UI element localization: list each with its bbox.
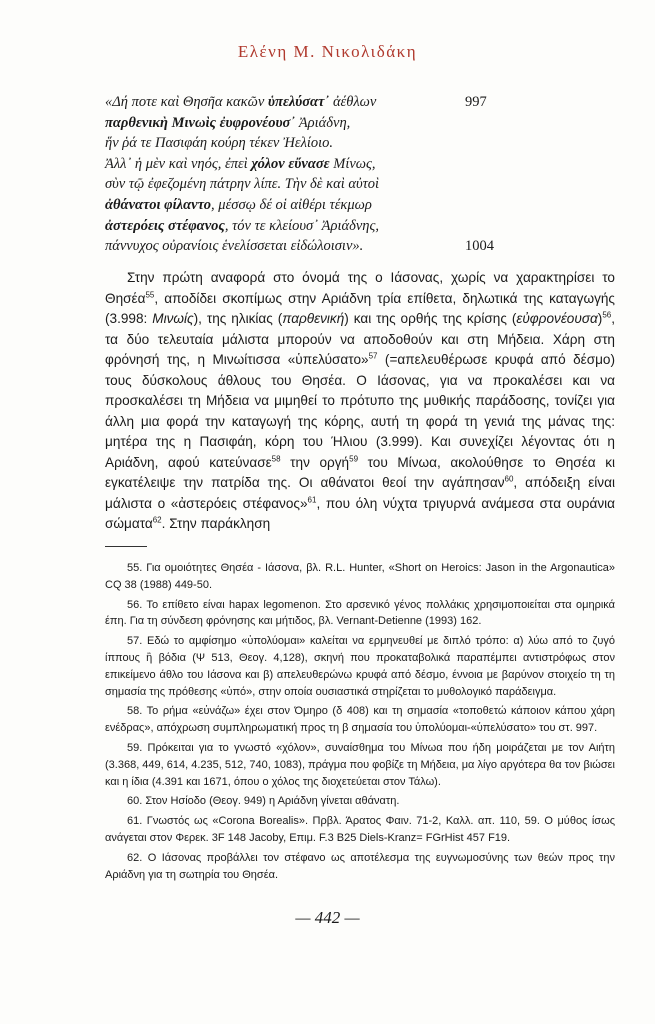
poem-bold-text: χόλον εὔνασε bbox=[251, 155, 330, 172]
footnote: 59. Πρόκειται για το γνωστό «χόλον», συναίσθημα του Μίνωα που ήδη μοιράζεται με τον Αιήτη (3.368, 449, 614, 4.235, 512, 740, 1083), πράγμα που φοβίζε τη Μήδεια, μα λίγο αργότερα θα τον βιώσει και η ίδια (4.391 και 1671, όπου ο χόλος της διοχετεύεται στον Τάλω). bbox=[105, 741, 615, 788]
poem-text: , μέσσῳ δέ οἱ αἰθέρι τέκμωρ bbox=[211, 196, 372, 213]
poem-line bbox=[105, 154, 535, 175]
poem-text: σὺν τῷ ἐφεζομένη πάτρην λίπε. Τὴν δὲ καὶ αὐτοὶ bbox=[105, 176, 380, 193]
poem-text: ἀέθλων bbox=[329, 94, 377, 110]
text-run: , που όλη νύχτα τριγυρνά ανάμεσα στα ουράνια σώματα bbox=[105, 495, 615, 531]
poem-line bbox=[105, 216, 535, 237]
text-run: , απόδειξη είναι μάλιστα ο «ἀστερόεις στέφανος» bbox=[105, 475, 615, 511]
italic-term: εὐφρονέουσα bbox=[516, 311, 598, 326]
text-run: , αποδίδει σκοπίμως στην Αριάδνη τρία επίθετα, δηλωτικά της καταγωγής (3.998: bbox=[105, 290, 615, 326]
poem-text: πάννυχος οὐρανίοις ἑνελίσσεται εἰδώλοισιν». bbox=[105, 238, 364, 255]
poem-bold-text: παρθενικὴ Μινωὶς ἐυφρονέουσ᾽ bbox=[105, 114, 296, 131]
footnote-ref[interactable]: 59 bbox=[349, 453, 359, 463]
footnote-ref[interactable]: 55 bbox=[145, 289, 155, 299]
poem-text: ἥν ῥά τε Πασιφάη κούρη τέκεν Ἠελίοιο. bbox=[105, 135, 334, 152]
body-paragraph bbox=[105, 268, 615, 535]
running-header-author: Ελένη Μ. Νικολιδάκη bbox=[237, 42, 418, 61]
poem-text: Μίνως, bbox=[329, 155, 376, 172]
poem-text: , τόν τε κλείουσ᾽ Ἀριάδνης, bbox=[224, 217, 379, 234]
text-run: (=απελευθέρωσε κρυφά από δέσμο) τους δύσκολους άθλους του Θησέα. Ο Ιάσονας, για να προκαλέσει και να προσκαλέσει τη Μήδεια να μιμηθεί το πρότυπο της μυθικής παράδοσης, τονίζει για άλλη μια φορά την καταγωγή της κόρης, αυτή τη φορά τη γενιά της μάνας της: μητέρα της η Πασιφάη, κόρη του Ήλιου (3.999). Και συνεχίζει λέγοντας ότι η Αριάδνη, αφού κατεύνασε bbox=[105, 352, 616, 470]
text-run: ), της ηλικίας ( bbox=[193, 311, 283, 326]
poem-bold-text: ὑπελύσατ᾽ bbox=[267, 94, 330, 110]
footnote-ref[interactable]: 58 bbox=[271, 453, 281, 463]
text-run: την οργή bbox=[280, 454, 350, 470]
poem-bold-text: ἀθάνατοι φίλαντο bbox=[105, 196, 212, 213]
footnote-ref[interactable]: 56 bbox=[602, 310, 612, 320]
footnote: 61. Γνωστός ως «Corona Borealis». Πρβλ. Άρατος Φαιν. 71-2, Καλλ. απ. 110, 59. Ο μύθος ίσως ανάγεται στον Φερεκ. 3F 148 Jacoby, Επιμ. F.3 B25 Diels-Kranz= FGrHist 457 F19. bbox=[105, 815, 615, 844]
footnote-ref[interactable]: 60 bbox=[504, 474, 514, 484]
footnote: 58. Το ρήμα «εὐνάζω» έχει στον Όμηρο (δ 408) και τη σημασία «τοποθετώ κάποιον κάπου χάρη ενέδρας», απόχρωση συμπληρωματική προς τη β σημασία του ὑπολύομαι-«ὑπελύσατο» του στ. 997. bbox=[105, 705, 615, 735]
poem-line bbox=[105, 174, 535, 195]
poem-bold-text: ἀστερόεις στέφανος bbox=[105, 217, 225, 234]
italic-term: Μινωίς bbox=[152, 311, 194, 326]
line-number: 1004 bbox=[465, 238, 494, 255]
poem-line bbox=[105, 133, 535, 154]
poem-text: Ἀλλ᾽ ἡ μὲν καὶ νηός, ἐπεὶ bbox=[105, 155, 252, 172]
text-run: , τα δύο τελευταία μάλιστα μπορούν να αποδοθούν και στη Μήδεια. Χάρη στη φρόνησή της, η Μινωίτισσα «ὑπελύσατο» bbox=[105, 311, 615, 367]
poem-text: «Δή ποτε καὶ Θησῆα κακῶν bbox=[105, 94, 268, 110]
footnote-ref[interactable]: 62 bbox=[152, 515, 162, 525]
text-run: Στην πρώτη αναφορά στο όνομά της ο Ιάσονας, χωρίς να χαρακτηρίσει το Θησέα bbox=[105, 270, 615, 306]
poem-line bbox=[105, 195, 535, 216]
poem-line bbox=[105, 113, 535, 134]
footnote: 56. Το επίθετο είναι hapax legomenon. Στο αρσενικό γένος πολλάκις χρησιμοποιείται στα ομηρικά έπη. Για τη σύνδεση φρόνησης και μήτιδος, βλ. Vernant-Detienne (1993) 162. bbox=[105, 598, 615, 628]
text-run: ) και της ορθής της κρίσης ( bbox=[344, 311, 517, 326]
footnotes bbox=[105, 560, 615, 886]
footnote: 62. Ο Ιάσονας προβάλλει τον στέφανο ως αποτέλεσμα της ευγνωμοσύνης των θεών προς την Αριάδνη για τη σωτηρία του Θησέα. bbox=[105, 851, 615, 881]
poem-quotation bbox=[105, 92, 535, 257]
footnote: 60. Στον Ησίοδο (Θεογ. 949) η Αριάδνη γίνεται αθάνατη. bbox=[127, 795, 400, 808]
poem-line bbox=[105, 236, 535, 257]
text-run: ) bbox=[597, 311, 603, 326]
footnote: 55. Για ομοιότητες Θησέα - Ιάσονα, βλ. R.L. Hunter, «Short on Heroics: Jason in the Argonautica» CQ 38 (1988) 449-50. bbox=[105, 562, 615, 591]
page-number: — 442 — bbox=[295, 908, 360, 927]
footnote-ref[interactable]: 61 bbox=[307, 494, 317, 504]
italic-term: παρθενική bbox=[282, 311, 345, 326]
footnote-divider bbox=[105, 546, 147, 547]
text-run: του Μίνωα, ακολούθησε το Θησέα κι εγκατέλειψε την πατρίδα της. Οι αθάνατοι θεοί την αγάπησαν bbox=[105, 454, 616, 490]
line-number: 997 bbox=[465, 94, 487, 110]
poem-line bbox=[105, 92, 535, 113]
text-run: . Στην παράκληση bbox=[161, 516, 271, 531]
footnote: 57. Εδώ το αμφίσημο «ὑπολύομαι» καλείται να ερμηνευθεί με διπλό τρόπο: α) λύω από το ζυγό ίππους ἢ βόδια (Ψ 513, Θεογ. 4,128), σκηνή που προκαταβολικά παραπέμπει αντιστρόφως στον επικείμενο άθλο του Ιάσονα και β) απελευθερώνω κρυφά από δέσμο, έννοια με βαρύνον στοιχείο τη τη σημασία της πρόθεσης «ὑπό», στην οποία ουσιαστικά στηρίζεται το μυθολογικό παράδειγμα. bbox=[105, 635, 615, 698]
footnote-ref[interactable]: 57 bbox=[368, 351, 378, 361]
poem-text: Ἀριάδνη, bbox=[295, 114, 351, 131]
body-text bbox=[105, 268, 615, 535]
